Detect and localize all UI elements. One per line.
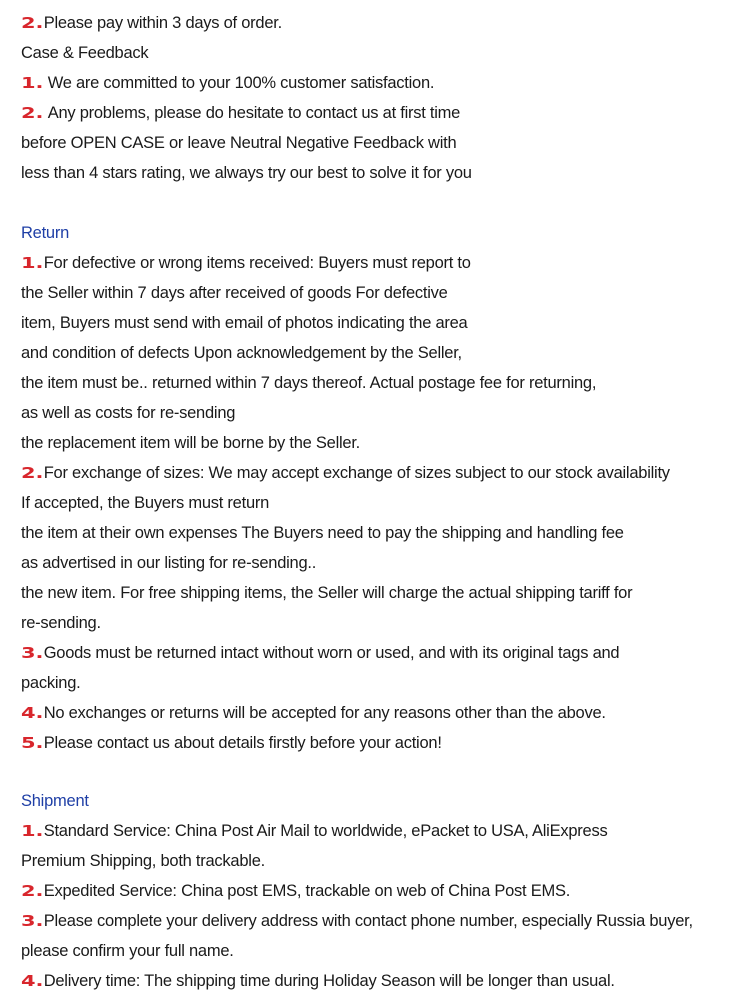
shipment-item-3-continuation: please confirm your full name.: [21, 942, 234, 960]
feedback-item-2-continuation: before OPEN CASE or leave Neutral Negative Feedback with: [21, 134, 457, 152]
feedback-heading: Case & Feedback: [21, 44, 149, 62]
return-item-3-continuation: packing.: [21, 674, 81, 692]
item-number: 5.: [21, 734, 44, 752]
shipment-item-3: [21, 906, 693, 936]
item-number: 2.: [21, 104, 44, 122]
item-text: For exchange of sizes: We may accept exchange of sizes subject to our stock availability: [43, 464, 670, 482]
feedback-item-2-continuation: less than 4 stars rating, we always try our best to solve it for you: [21, 164, 472, 182]
shipment-item-4: [21, 966, 615, 996]
item-number: 1.: [21, 822, 44, 840]
item-number: 1.: [21, 254, 44, 272]
item-number: 3.: [21, 644, 44, 662]
item-number: 4.: [21, 704, 44, 722]
item-text: Delivery time: The shipping time during Holiday Season will be longer than usual.: [43, 972, 615, 990]
shipment-heading: Shipment: [21, 792, 89, 810]
return-item-1-continuation: the replacement item will be borne by the Seller.: [21, 434, 361, 452]
item-text: Any problems, please do hesitate to contact us at first time: [47, 104, 461, 122]
feedback-item-1: [21, 68, 434, 98]
item-text: Please complete your delivery address with contact phone number, especially Russia buyer,: [43, 912, 693, 930]
item-text: No exchanges or returns will be accepted for any reasons other than the above.: [43, 704, 606, 722]
item-number: 2.: [21, 882, 44, 900]
return-item-2-continuation: re-sending.: [21, 614, 101, 632]
shipment-item-1-continuation: Premium Shipping, both trackable.: [21, 852, 265, 870]
return-item-2-continuation: as advertised in our listing for re-sending..: [21, 554, 317, 572]
return-item-2-continuation: the item at their own expenses The Buyers need to pay the shipping and handling fee: [21, 524, 624, 542]
return-item-1: [21, 248, 471, 278]
item-number: 2.: [21, 14, 44, 32]
payment-item-2: [21, 8, 282, 38]
return-item-1-continuation: as well as costs for re-sending: [21, 404, 236, 422]
shipment-item-1: [21, 816, 607, 846]
item-number: 2.: [21, 464, 44, 482]
item-text: Standard Service: China Post Air Mail to worldwide, ePacket to USA, AliExpress: [43, 822, 608, 840]
item-text: Please contact us about details firstly before your action!: [43, 734, 442, 752]
return-item-1-continuation: and condition of defects Upon acknowledgement by the Seller,: [21, 344, 462, 362]
return-item-4: [21, 698, 606, 728]
shipment-item-2: [21, 876, 570, 906]
feedback-item-2: [21, 98, 460, 128]
return-item-1-continuation: the item must be.. returned within 7 days thereof. Actual postage fee for returning,: [21, 374, 597, 392]
item-text: Please pay within 3 days of order.: [43, 14, 282, 32]
item-number: 3.: [21, 912, 44, 930]
return-item-3: [21, 638, 619, 668]
return-item-1-continuation: item, Buyers must send with email of photos indicating the area: [21, 314, 468, 332]
item-text: Goods must be returned intact without worn or used, and with its original tags and: [43, 644, 620, 662]
return-heading: Return: [21, 224, 70, 242]
item-number: 1.: [21, 74, 44, 92]
item-text: For defective or wrong items received: Buyers must report to: [43, 254, 471, 272]
return-item-1-continuation: the Seller within 7 days after received of goods For defective: [21, 284, 448, 302]
return-item-2-continuation: the new item. For free shipping items, the Seller will charge the actual shipping tariff for: [21, 584, 633, 602]
return-item-2: [21, 458, 670, 488]
return-item-5: [21, 728, 442, 758]
return-item-2-continuation: If accepted, the Buyers must return: [21, 494, 270, 512]
item-text: We are committed to your 100% customer satisfaction.: [47, 74, 435, 92]
item-number: 4.: [21, 972, 44, 990]
item-text: Expedited Service: China post EMS, trackable on web of China Post EMS.: [43, 882, 571, 900]
